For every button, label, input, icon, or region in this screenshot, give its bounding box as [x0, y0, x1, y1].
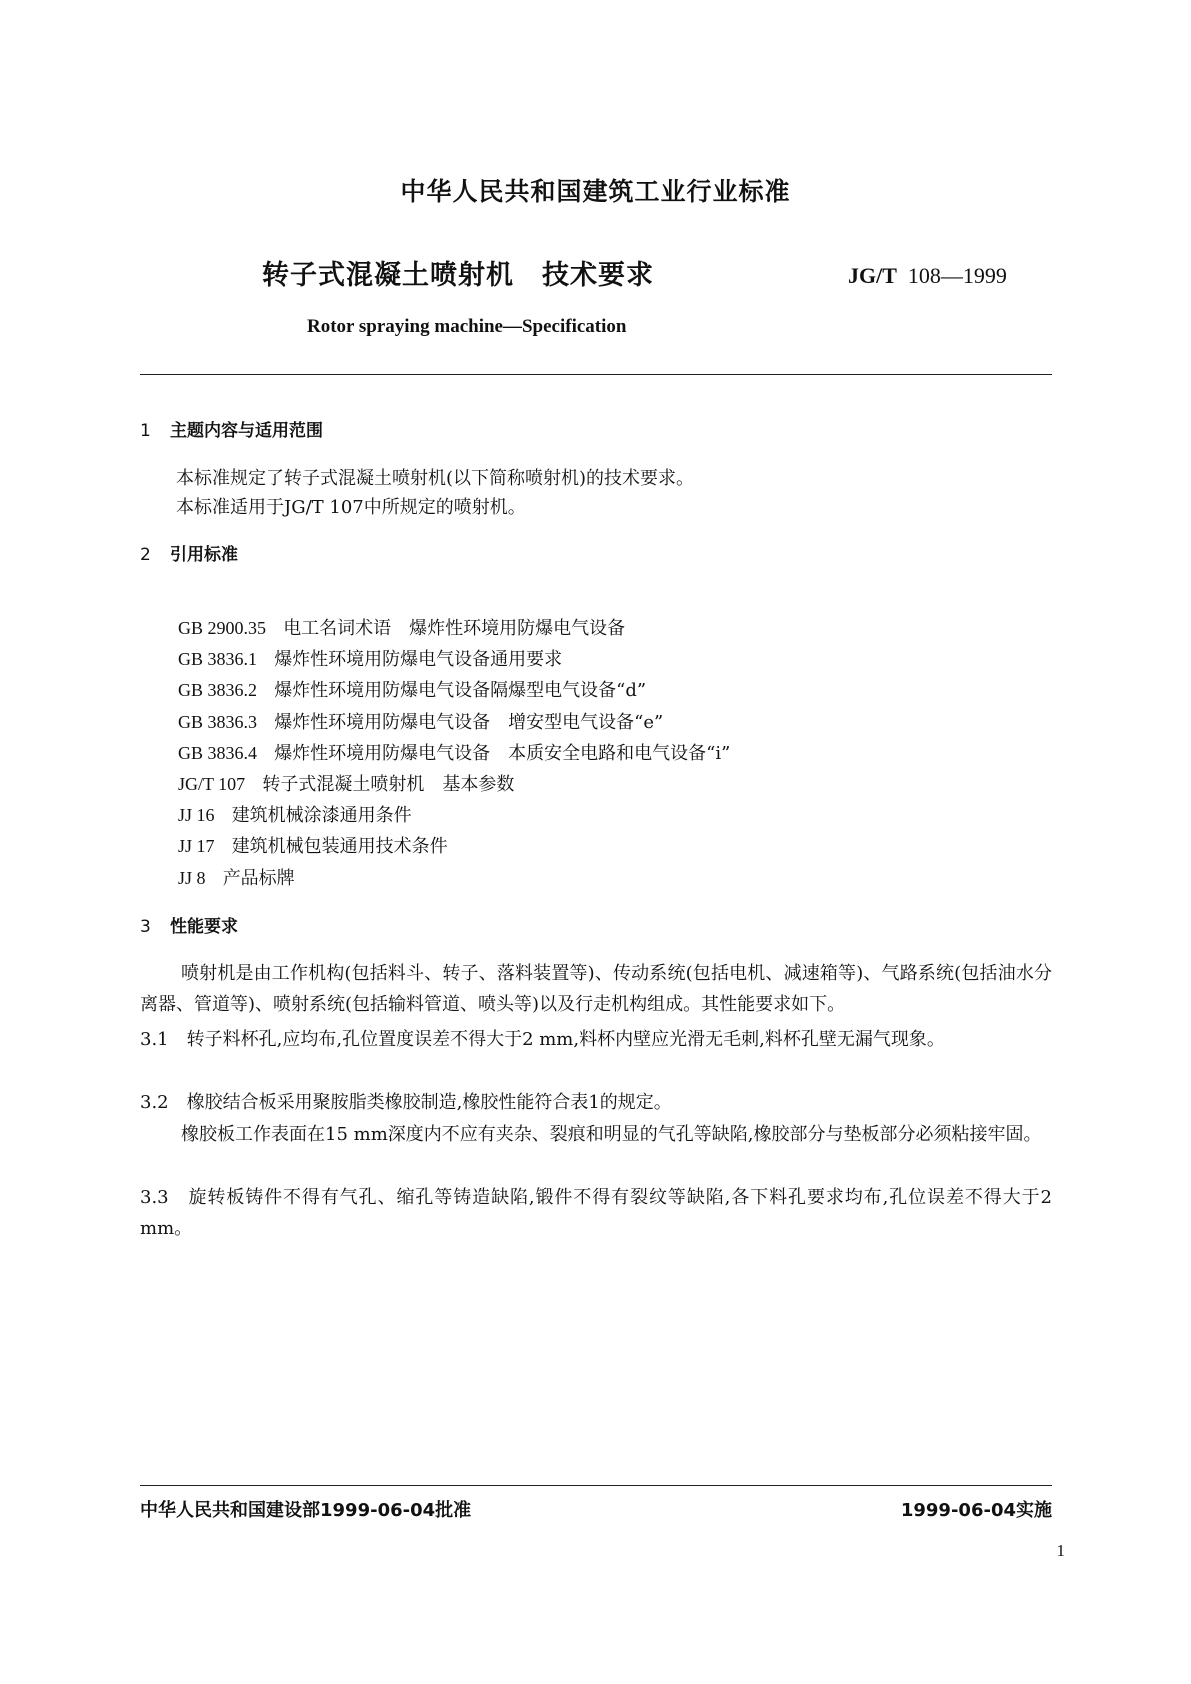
reference-name: 转子式混凝土喷射机 基本参数: [262, 774, 515, 796]
reference-name: 爆炸性环境用防爆电气设备隔爆型电气设备“d”: [274, 680, 647, 702]
standard-code: JG/T: [848, 263, 897, 288]
standard-year: 108—1999: [907, 263, 1007, 288]
reference-item: [178, 863, 730, 894]
page-number: 1: [1056, 1541, 1065, 1560]
section-title: 引用标准: [170, 545, 238, 565]
reference-code: GB 3836.4: [178, 742, 258, 763]
reference-item: [178, 769, 730, 800]
reference-list: [178, 613, 730, 894]
reference-item: [178, 644, 730, 675]
section-title: 主题内容与适用范围: [170, 421, 323, 441]
reference-code: GB 3836.1: [178, 649, 258, 670]
effective-date: 1999-06-04实施: [900, 1500, 1052, 1521]
reference-item: [178, 613, 730, 644]
section-1-para-1: 本标准规定了转子式混凝土喷射机(以下简称喷射机)的技术要求。: [176, 468, 695, 489]
reference-code: GB 3836.2: [178, 680, 258, 701]
reference-code: JJ 17: [178, 836, 215, 857]
title-divider: [140, 374, 1052, 375]
reference-code: GB 2900.35: [178, 618, 267, 638]
reference-item: [178, 800, 730, 831]
section-title: 性能要求: [170, 917, 238, 937]
reference-name: 建筑机械涂漆通用条件: [231, 805, 412, 827]
reference-name: 建筑机械包装通用技术条件: [231, 836, 448, 858]
section-3-intro: 喷射机是由工作机构(包括料斗、转子、落料装置等)、传动系统(包括电机、减速箱等)、气路系统(包括油水分离器、管道等)、喷射系统(包括输料管道、喷头等)以及行走机构组成。其性能要求如下。: [140, 963, 1052, 1015]
reference-code: GB 3836.3: [178, 711, 258, 732]
reference-item: [178, 831, 730, 862]
approval-date: 中华人民共和国建设部1999-06-04批准: [140, 1500, 472, 1521]
document-header: 中华人民共和国建筑工业行业标准: [400, 177, 791, 206]
section-1-heading: [140, 416, 323, 441]
reference-code: JJ 16: [178, 805, 215, 826]
section-number: 3: [140, 917, 151, 937]
reference-name: 爆炸性环境用防爆电气设备通用要求: [274, 649, 563, 671]
clause-3-1: 3.1 转子料杯孔,应均布,孔位置度误差不得大于2 mm,料杯内壁应光滑无毛刺,料杯孔壁无漏气现象。: [140, 1029, 945, 1050]
reference-code: JJ 8: [178, 867, 206, 888]
reference-item: [178, 707, 730, 738]
section-number: 1: [140, 421, 151, 441]
section-3-heading: [140, 912, 238, 937]
reference-item: [178, 675, 730, 706]
reference-code: JG/T 107: [178, 774, 246, 795]
clause-3-3: 3.3 旋转板铸件不得有气孔、缩孔等铸造缺陷,锻件不得有裂纹等缺陷,各下料孔要求均布,孔位误差不得大于2 mm。: [140, 1187, 1052, 1239]
section-2-heading: [140, 540, 238, 565]
document-title: 转子式混凝土喷射机 技术要求: [262, 260, 654, 291]
reference-item: [178, 738, 730, 769]
footer-divider: [140, 1485, 1052, 1486]
reference-name: 爆炸性环境用防爆电气设备 增安型电气设备“e”: [274, 711, 664, 733]
english-title: Rotor spraying machine—Specification: [307, 316, 627, 337]
clause-3-2: 3.2 橡胶结合板采用聚胺脂类橡胶制造,橡胶性能符合表1的规定。: [140, 1092, 672, 1113]
section-number: 2: [140, 545, 151, 565]
section-1-para-2: 本标准适用于JG/T 107中所规定的喷射机。: [176, 497, 526, 518]
reference-name: 电工名词术语 爆炸性环境用防爆电气设备: [283, 618, 626, 639]
reference-name: 爆炸性环境用防爆电气设备 本质安全电路和电气设备“i”: [274, 742, 731, 764]
standard-number: [848, 263, 1007, 289]
clause-3-2-continued: 橡胶板工作表面在15 mm深度内不应有夹杂、裂痕和明显的气孔等缺陷,橡胶部分与垫板部分必须粘接牢固。: [181, 1124, 1042, 1145]
reference-name: 产品标牌: [222, 867, 295, 889]
